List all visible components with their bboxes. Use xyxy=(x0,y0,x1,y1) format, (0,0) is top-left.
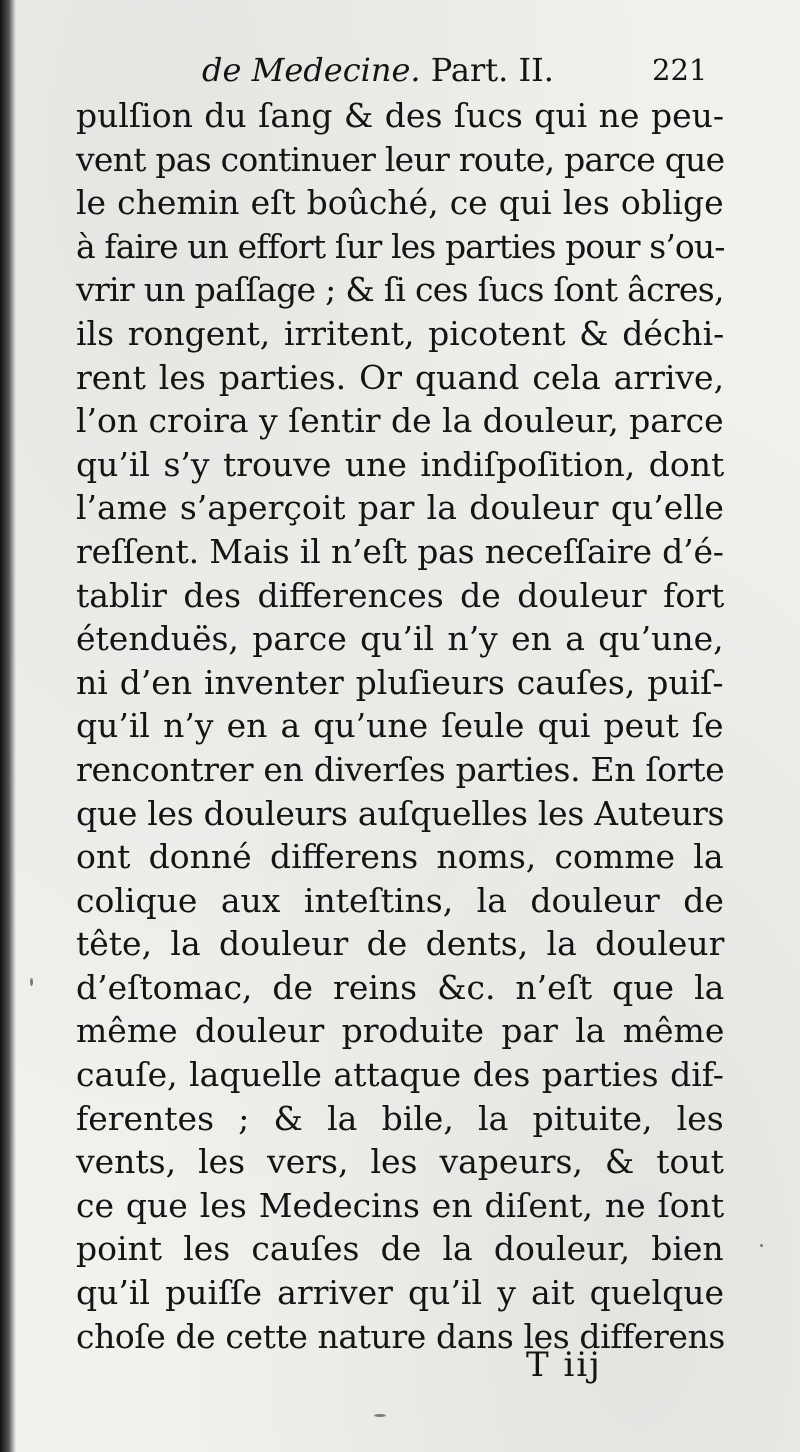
text-line: tête, la douleur de dents, la douleur xyxy=(76,924,725,964)
text-line: vrir un paſſage ; & ſi ces ſucs ſont âcres, xyxy=(76,270,724,310)
text-line: rent les parties. Or quand cela arrive, xyxy=(76,357,725,397)
text-line: choſe de cette nature dans les differens xyxy=(76,1316,725,1356)
text-line: rencontrer en diverſes parties. En ſorte xyxy=(76,749,725,789)
running-title-italic: de Medecine. xyxy=(202,51,421,89)
running-title xyxy=(202,48,554,92)
text-line: qu’il s’y trouve une indiſpoſition, dont xyxy=(76,444,725,484)
running-title-part: Part. II. xyxy=(420,51,554,89)
text-line: qu’il puiſſe arriver qu’il y ait quelque xyxy=(76,1273,725,1313)
page-number: 221 xyxy=(652,53,708,87)
text-line: ferentes ; & la bile, la pituite, les xyxy=(76,1098,724,1138)
text-line: le chemin eſt boûché, ce qui les oblige xyxy=(76,183,724,223)
text-line: qu’il n’y en a qu’une ſeule qui peut ſe xyxy=(76,706,724,746)
text-line: l’ame s’aperçoit par la douleur qu’elle xyxy=(76,488,724,528)
text-line: ont donné differens noms, comme la xyxy=(76,837,724,877)
running-head xyxy=(0,48,800,92)
text-line: étenduës, parce qu’il n’y en a qu’une, xyxy=(76,619,724,659)
paper-speck xyxy=(374,1414,386,1417)
text-line: ce que les Medecins en diſent, ne ſont xyxy=(76,1185,725,1225)
text-line: même douleur produite par la même xyxy=(76,1011,725,1051)
text-line: vent pas continuer leur route, parce que xyxy=(76,139,725,179)
text-line: à faire un effort ſur les parties pour s’ou- xyxy=(76,226,725,266)
text-line: ni d’en inventer pluſieurs cauſes, puiſ- xyxy=(76,662,724,702)
paper-speck xyxy=(30,978,33,986)
signature-mark: T iij xyxy=(526,1345,602,1385)
text-line: reſſent. Mais il n’eſt pas neceſſaire d’é- xyxy=(76,531,724,571)
text-line: cauſe, laquelle attaque des parties dif- xyxy=(76,1055,724,1095)
text-line: ils rongent, irritent, picotent & déchi- xyxy=(76,313,725,353)
text-line: tablir des differences de douleur fort xyxy=(76,575,725,615)
text-line: vents, les vers, les vapeurs, & tout xyxy=(76,1142,724,1182)
text-line: pulſion du ſang & des ſucs qui ne peu- xyxy=(76,96,725,135)
text-line: point les cauſes de la douleur, bien xyxy=(76,1229,724,1269)
paper-speck xyxy=(760,1244,763,1247)
text-line: d’eſtomac, de reins &c. n’eſt que la xyxy=(76,967,725,1007)
text-line: que les douleurs auſquelles les Auteurs xyxy=(76,793,725,833)
text-line: l’on croira y ſentir de la douleur, parce xyxy=(76,401,724,441)
page-gutter-shadow xyxy=(0,0,16,1452)
text-line: colique aux inteſtins, la douleur de xyxy=(76,880,724,920)
body-text xyxy=(76,94,724,1358)
